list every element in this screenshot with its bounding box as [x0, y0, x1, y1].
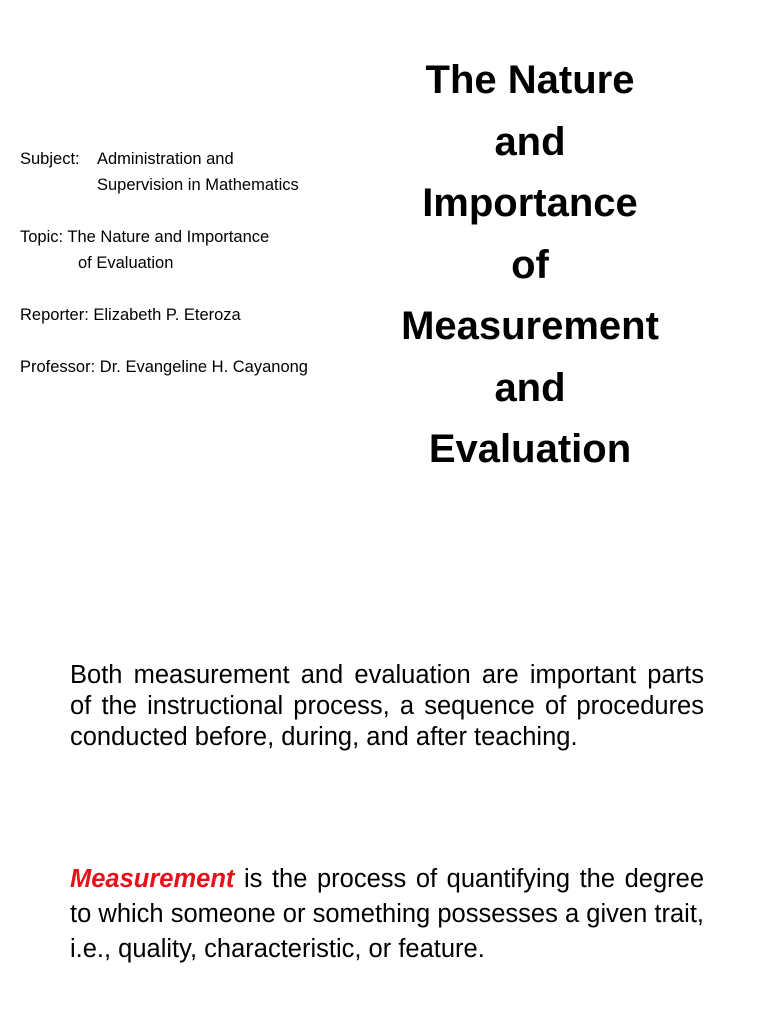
measurement-definition: [70, 862, 704, 967]
measurement-definition-text: is the process of quantifying the degree to which someone or something possesses a given trait, i.e., quality, characteristic, or feature.: [70, 865, 704, 963]
title-line-3: Importance: [422, 181, 638, 225]
title-line-2: and: [494, 119, 566, 164]
title-line-5: Measurement: [401, 304, 659, 348]
title-line-1: The Nature: [425, 58, 635, 102]
measurement-term: Measurement: [70, 865, 235, 893]
subject-row: [20, 146, 360, 172]
subject-value-line1: Administration and: [97, 150, 234, 168]
topic-line1: Topic: The Nature and Importance: [20, 228, 270, 246]
title-line-7: Evaluation: [428, 427, 632, 471]
title-line-6: and: [494, 365, 566, 410]
topic-line2: of Evaluation: [78, 254, 174, 272]
subject-label: Subject:: [20, 150, 80, 168]
presentation-info: [20, 146, 360, 380]
subject-value-line2: Supervision in Mathematics: [97, 176, 299, 194]
title-line-4: of: [511, 242, 549, 287]
slide-2: [0, 512, 768, 1024]
slide-title: [360, 50, 700, 481]
intro-paragraph: Both measurement and evaluation are important parts of the instructional process, a sequence of procedures conducted before, during, and after teaching.: [70, 661, 704, 751]
reporter-line: Reporter: Elizabeth P. Eteroza: [20, 306, 241, 324]
professor-line: Professor: Dr. Evangeline H. Cayanong: [20, 358, 308, 376]
